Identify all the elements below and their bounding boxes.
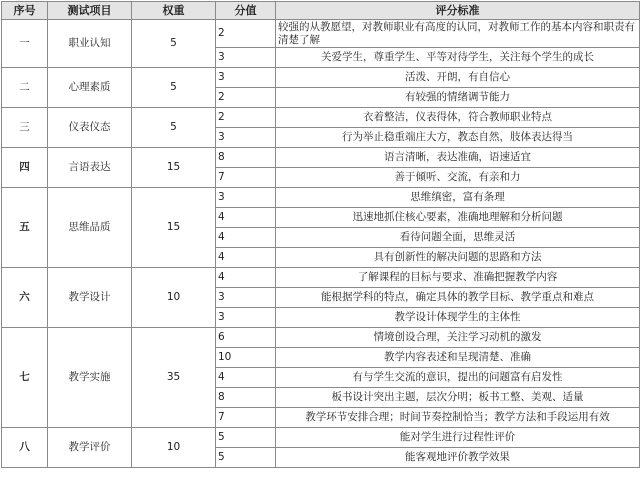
- score-cell: 7: [216, 408, 276, 428]
- score-cell: 6: [216, 328, 276, 348]
- score-cell: 10: [216, 348, 276, 368]
- item-cell: 心理素质: [48, 68, 132, 108]
- header-weight: 权重: [132, 2, 216, 20]
- seq-cell: 七: [2, 328, 48, 428]
- criteria-cell: 了解课程的目标与要求、准确把握教学内容: [276, 268, 640, 288]
- table-row: [2, 20, 640, 48]
- weight-cell: 5: [132, 108, 216, 148]
- criteria-cell: 看待问题全面，思维灵活: [276, 228, 640, 248]
- item-cell: 思维品质: [48, 188, 132, 268]
- criteria-cell: 有较强的情绪调节能力: [276, 88, 640, 108]
- score-cell: 3: [216, 308, 276, 328]
- score-cell: 3: [216, 68, 276, 88]
- item-cell: 教学设计: [48, 268, 132, 328]
- criteria-cell: 情境创设合理，关注学习动机的激发: [276, 328, 640, 348]
- table-row: [2, 268, 640, 288]
- seq-cell: 三: [2, 108, 48, 148]
- criteria-cell: 教学环节安排合理；时间节奏控制恰当；教学方法和手段运用有效: [276, 408, 640, 428]
- criteria-cell: 思维缜密，富有条理: [276, 188, 640, 208]
- score-cell: 3: [216, 188, 276, 208]
- criteria-cell: 能根据学科的特点，确定具体的教学目标、教学重点和难点: [276, 288, 640, 308]
- table-row: [2, 328, 640, 348]
- header-item: 测试项目: [48, 2, 132, 20]
- criteria-cell: 善于倾听、交流，有亲和力: [276, 168, 640, 188]
- weight-cell: 15: [132, 148, 216, 188]
- score-cell: 2: [216, 108, 276, 128]
- weight-cell: 10: [132, 268, 216, 328]
- criteria-cell: 行为举止稳重端庄大方，教态自然，肢体表达得当: [276, 128, 640, 148]
- weight-cell: 10: [132, 428, 216, 468]
- weight-cell: 35: [132, 328, 216, 428]
- header-criteria: 评分标准: [276, 2, 640, 20]
- criteria-cell: 能客观地评价教学效果: [276, 448, 640, 468]
- seq-cell: 二: [2, 68, 48, 108]
- scoring-table: [1, 1, 640, 468]
- table-body: [2, 20, 640, 468]
- seq-cell: 一: [2, 20, 48, 68]
- criteria-cell: 关爱学生，尊重学生、平等对待学生，关注每个学生的成长: [276, 48, 640, 68]
- weight-cell: 5: [132, 68, 216, 108]
- score-cell: 4: [216, 368, 276, 388]
- item-cell: 教学评价: [48, 428, 132, 468]
- header-seq: 序号: [2, 2, 48, 20]
- weight-cell: 5: [132, 20, 216, 68]
- score-cell: 5: [216, 428, 276, 448]
- item-cell: 职业认知: [48, 20, 132, 68]
- item-cell: 教学实施: [48, 328, 132, 428]
- score-cell: 2: [216, 88, 276, 108]
- score-cell: 4: [216, 228, 276, 248]
- header-score: 分值: [216, 2, 276, 20]
- seq-cell: 八: [2, 428, 48, 468]
- criteria-cell: 迅速地抓住核心要素，准确地理解和分析问题: [276, 208, 640, 228]
- score-cell: 4: [216, 208, 276, 228]
- score-cell: 3: [216, 48, 276, 68]
- table-row: [2, 428, 640, 448]
- criteria-cell: 能对学生进行过程性评价: [276, 428, 640, 448]
- table-row: [2, 68, 640, 88]
- item-cell: 仪表仪态: [48, 108, 132, 148]
- score-cell: 7: [216, 168, 276, 188]
- criteria-cell: 教学内容表述和呈现清楚、准确: [276, 348, 640, 368]
- score-cell: 4: [216, 248, 276, 268]
- criteria-cell: 活泼、开朗，有自信心: [276, 68, 640, 88]
- seq-cell: 五: [2, 188, 48, 268]
- score-cell: 8: [216, 388, 276, 408]
- criteria-cell: 教学设计体现学生的主体性: [276, 308, 640, 328]
- criteria-cell: 较强的从教愿望，对教师职业有高度的认同，对教师工作的基本内容和职责有清楚了解: [276, 20, 640, 48]
- score-cell: 3: [216, 128, 276, 148]
- score-cell: 3: [216, 288, 276, 308]
- score-cell: 8: [216, 148, 276, 168]
- weight-cell: 15: [132, 188, 216, 268]
- criteria-cell: 衣着整洁，仪表得体，符合教师职业特点: [276, 108, 640, 128]
- criteria-cell: 有与学生交流的意识，提出的问题富有启发性: [276, 368, 640, 388]
- header-row: [2, 2, 640, 20]
- seq-cell: 四: [2, 148, 48, 188]
- criteria-cell: 板书设计突出主题，层次分明；板书工整、美观、适量: [276, 388, 640, 408]
- criteria-cell: 具有创新性的解决问题的思路和方法: [276, 248, 640, 268]
- score-cell: 4: [216, 268, 276, 288]
- table-row: [2, 188, 640, 208]
- table-row: [2, 108, 640, 128]
- score-cell: 5: [216, 448, 276, 468]
- table-row: [2, 148, 640, 168]
- score-cell: 2: [216, 20, 276, 48]
- criteria-cell: 语言清晰，表达准确，语速适宜: [276, 148, 640, 168]
- item-cell: 言语表达: [48, 148, 132, 188]
- seq-cell: 六: [2, 268, 48, 328]
